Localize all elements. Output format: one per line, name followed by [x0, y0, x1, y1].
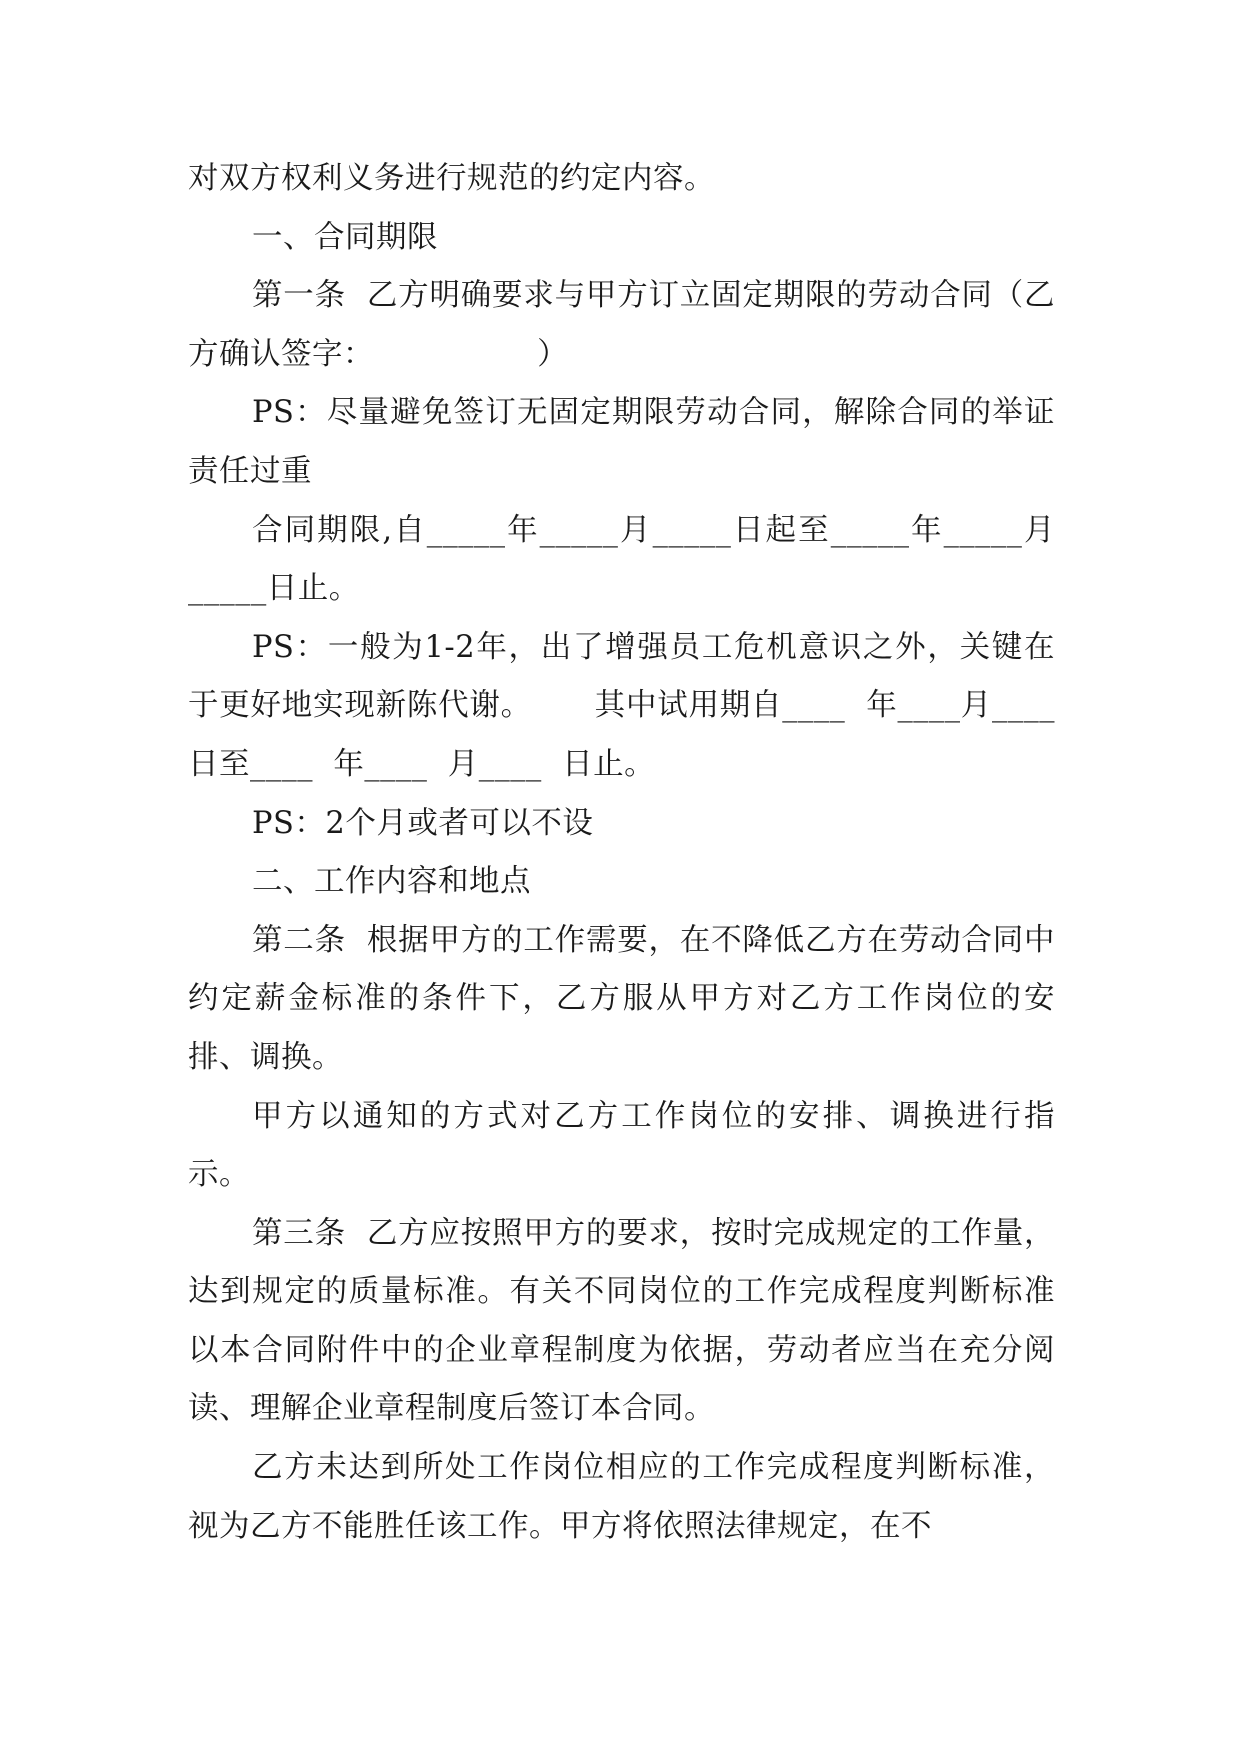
article-1: 第一条 乙方明确要求与甲方订立固定期限的劳动合同（乙方确认签字： ） — [188, 278, 1055, 372]
ps-note-probation: PS：2个月或者可以不设 — [252, 805, 594, 841]
paragraph-continuation: 对双方权利义务进行规范的约定内容。 — [188, 161, 715, 196]
document-body — [188, 150, 1076, 1556]
ps-note-period-and-probation: PS：一般为1-2年，出了增强员工危机意识之外，关键在于更好地实现新陈代谢。 其中试用期自____ 年____月____ 日至____ 年____ 月____ 日止。 — [188, 629, 1076, 782]
contract-period-line: 合同期限,自_____年_____月_____日起至_____年_____月_____日止。 — [188, 512, 1055, 607]
section-heading-contract-term: 一、合同期限 — [252, 219, 438, 255]
article-3: 第三条 乙方应按照甲方的要求，按时完成规定的工作量，达到规定的质量标准。有关不同岗位的工作完成程度判断标准以本合同附件中的企业章程制度为依据，劳动者应当在充分阅读、理解企业章程制度后签订本合同。 — [188, 1215, 1055, 1427]
article-2: 第二条 根据甲方的工作需要，在不降低乙方在劳动合同中约定薪金标准的条件下，乙方服从甲方对乙方工作岗位的安排、调换。 — [188, 922, 1055, 1075]
article-3-incompetence: 乙方未达到所处工作岗位相应的工作完成程度判断标准，视为乙方不能胜任该工作。甲方将依照法律规定，在不 — [188, 1450, 1055, 1544]
section-heading-work-content: 二、工作内容和地点 — [252, 864, 531, 900]
ps-note-fixed-term: PS：尽量避免签订无固定期限劳动合同，解除合同的举证责任过重 — [188, 395, 1055, 489]
article-2-notice: 甲方以通知的方式对乙方工作岗位的安排、调换进行指示。 — [188, 1098, 1055, 1193]
